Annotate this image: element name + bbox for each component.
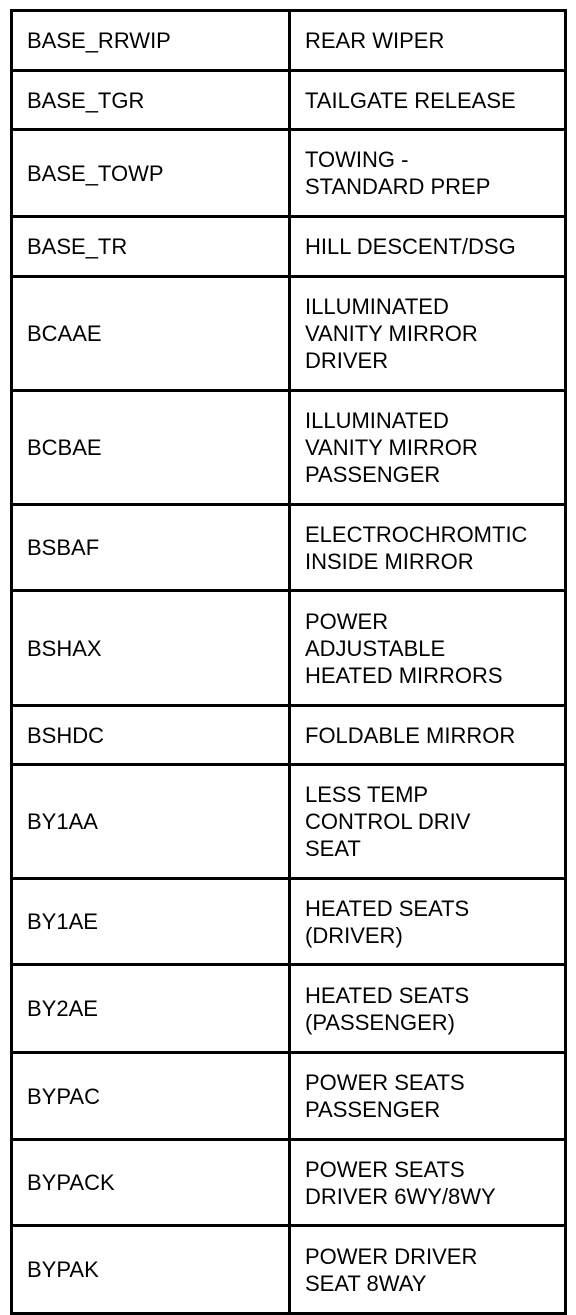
option-code-cell: BASE_TOWP xyxy=(12,130,290,217)
table-row xyxy=(12,217,566,277)
option-description-cell: POWER SEATS PASSENGER xyxy=(290,1053,566,1140)
option-code-cell: BSBAF xyxy=(12,505,290,591)
option-code-cell: BASE_RRWIP xyxy=(12,11,290,71)
table-row xyxy=(12,591,566,706)
option-code-table xyxy=(10,9,567,1315)
table-row xyxy=(12,11,566,71)
option-code-cell: BCAAE xyxy=(12,277,290,391)
table-row xyxy=(12,391,566,505)
option-code-cell: BY2AE xyxy=(12,965,290,1053)
option-code-cell: BY1AE xyxy=(12,879,290,965)
table-row xyxy=(12,706,566,765)
option-description-cell: ILLUMINATED VANITY MIRROR PASSENGER xyxy=(290,391,566,505)
option-description-cell: LESS TEMP CONTROL DRIV SEAT xyxy=(290,765,566,879)
table-row xyxy=(12,130,566,217)
option-description-cell: POWER SEATS DRIVER 6WY/8WY xyxy=(290,1140,566,1226)
option-description-cell: HILL DESCENT/DSG xyxy=(290,217,566,277)
option-code-cell: BASE_TGR xyxy=(12,71,290,130)
option-description-cell: POWER ADJUSTABLE HEATED MIRRORS xyxy=(290,591,566,706)
option-description-cell: REAR WIPER xyxy=(290,11,566,71)
option-code-cell: BYPAC xyxy=(12,1053,290,1140)
option-code-cell: BYPACK xyxy=(12,1140,290,1226)
table-row xyxy=(12,879,566,965)
option-description-cell: TAILGATE RELEASE xyxy=(290,71,566,130)
option-description-cell: FOLDABLE MIRROR xyxy=(290,706,566,765)
table-row xyxy=(12,71,566,130)
option-code-cell: BSHAX xyxy=(12,591,290,706)
option-description-cell: HEATED SEATS (PASSENGER) xyxy=(290,965,566,1053)
option-description-cell: HEATED SEATS (DRIVER) xyxy=(290,879,566,965)
option-code-cell: BCBAE xyxy=(12,391,290,505)
option-code-cell: BASE_TR xyxy=(12,217,290,277)
table-row xyxy=(12,1140,566,1226)
option-description-cell: POWER DRIVER SEAT 8WAY xyxy=(290,1226,566,1314)
table-row xyxy=(12,965,566,1053)
option-description-cell: ILLUMINATED VANITY MIRROR DRIVER xyxy=(290,277,566,391)
option-code-cell: BSHDC xyxy=(12,706,290,765)
table-row xyxy=(12,1226,566,1314)
option-code-cell: BYPAK xyxy=(12,1226,290,1314)
table-row xyxy=(12,505,566,591)
table-row xyxy=(12,1053,566,1140)
table-row xyxy=(12,277,566,391)
option-code-cell: BY1AA xyxy=(12,765,290,879)
option-description-cell: ELECTROCHROMTIC INSIDE MIRROR xyxy=(290,505,566,591)
table-row xyxy=(12,765,566,879)
option-description-cell: TOWING - STANDARD PREP xyxy=(290,130,566,217)
